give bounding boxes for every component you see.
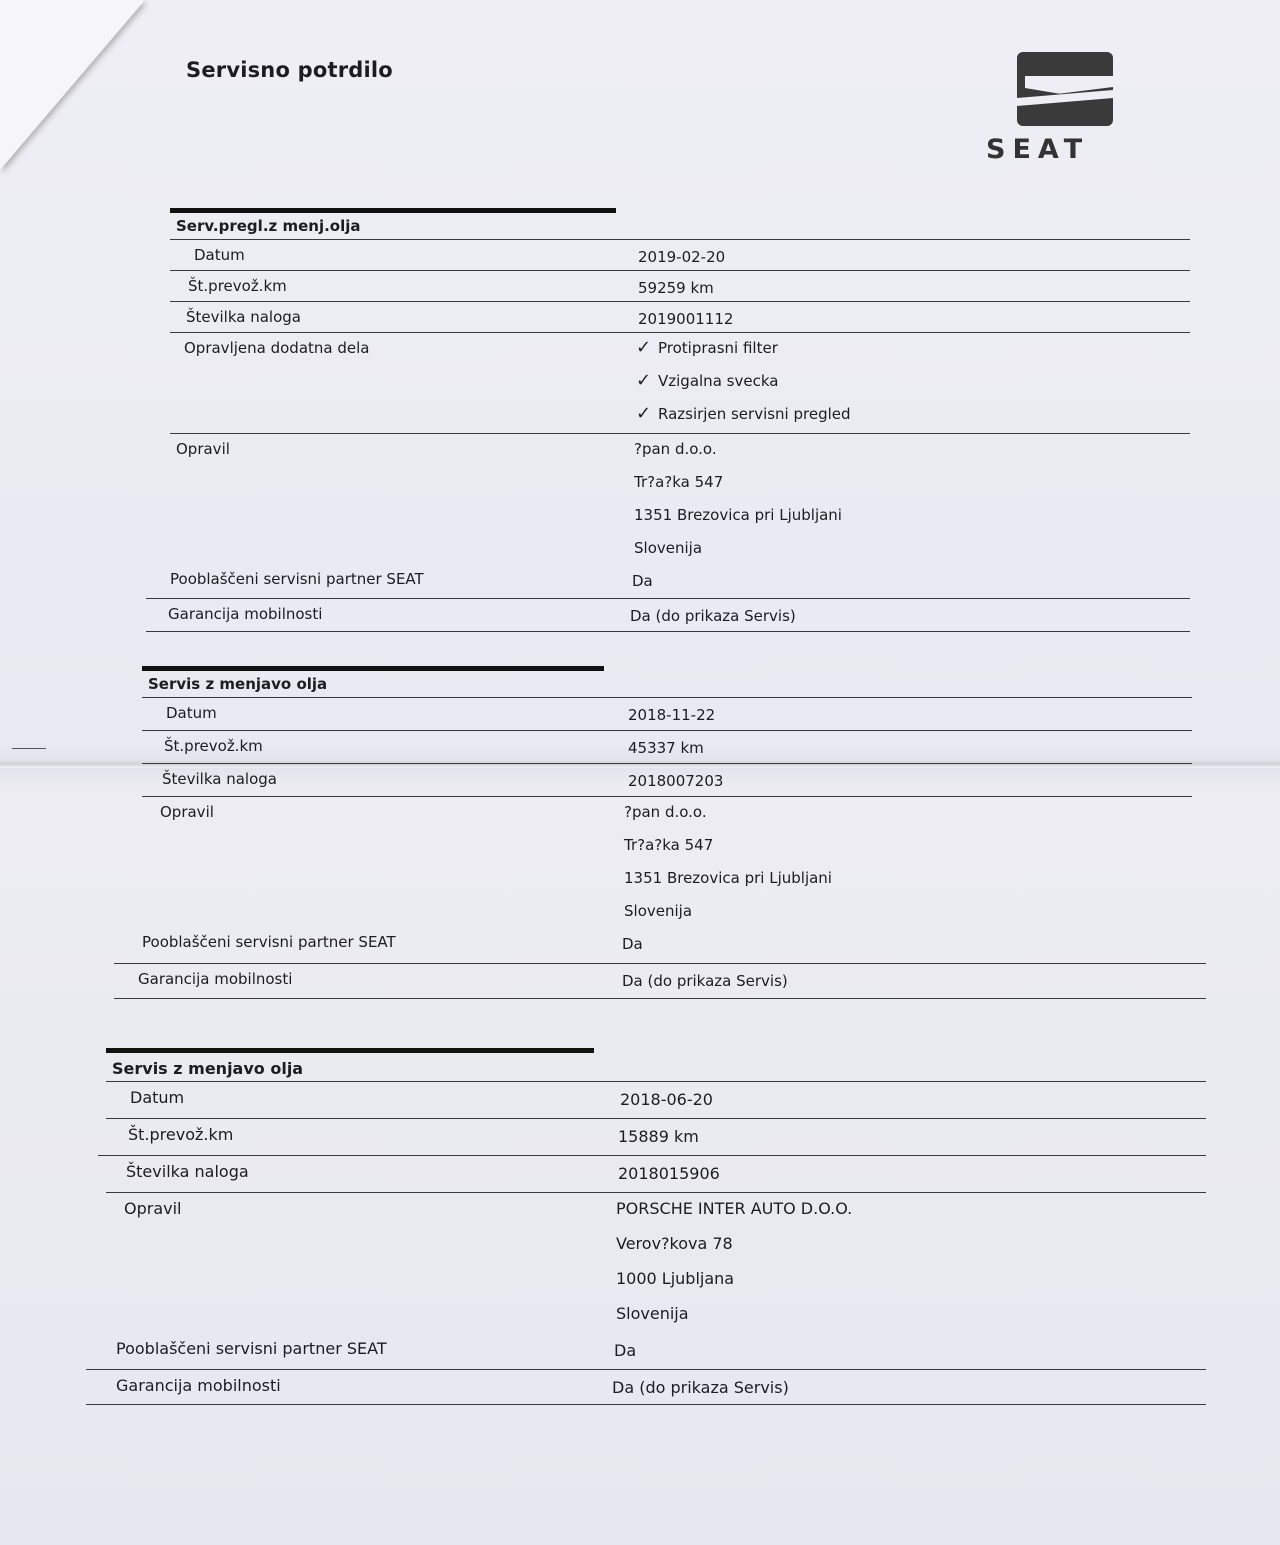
dodatna-label: Opravljena dodatna dela: [184, 339, 370, 357]
section-heading: Servis z menjavo olja: [148, 675, 328, 693]
dodatna-list: [636, 337, 851, 436]
folded-corner: [0, 0, 145, 170]
section-bar: [106, 1048, 594, 1053]
km-value: 15889 km: [618, 1127, 699, 1146]
address-line: ?pan d.o.o.: [624, 803, 707, 821]
seat-emblem-icon: [1017, 52, 1117, 128]
list-item: ✓ Vzigalna svecka: [636, 370, 779, 391]
garancija-label: Garancija mobilnosti: [138, 970, 293, 988]
service-record-1: [170, 208, 1190, 632]
seat-wordmark: SEAT: [986, 134, 1090, 165]
row-datum: [170, 239, 1190, 270]
opravil-label: Opravil: [176, 440, 230, 458]
address-line: Verov?kova 78: [616, 1234, 733, 1253]
nalog-label: Številka naloga: [126, 1162, 249, 1181]
opravil-address: [616, 1199, 852, 1339]
address-line: 1351 Brezovica pri Ljubljani: [634, 506, 842, 524]
row-partner: [142, 931, 1192, 963]
row-garancija: [114, 963, 1206, 999]
checkmark-icon: ✓: [636, 370, 652, 391]
opravil-address: [634, 440, 842, 572]
address-line: 1351 Brezovica pri Ljubljani: [624, 869, 832, 887]
checkmark-icon: ✓: [636, 403, 652, 424]
garancija-value: Da (do prikaza Servis): [622, 972, 788, 990]
service-record-2: [138, 666, 1192, 999]
row-opravil: [170, 433, 1190, 568]
fold-mark: [12, 748, 46, 749]
row-datum: [142, 697, 1192, 730]
opravil-address: [624, 803, 832, 935]
service-record-3: [106, 1048, 1206, 1405]
row-partner: [170, 568, 1190, 598]
partner-label: Pooblaščeni servisni partner SEAT: [170, 570, 424, 588]
partner-value: Da: [622, 935, 643, 953]
partner-label: Pooblaščeni servisni partner SEAT: [142, 933, 396, 951]
list-item: ✓ Razsirjen servisni pregled: [636, 403, 851, 424]
datum-value: 2018-11-22: [628, 706, 716, 724]
document-title: Servisno potrdilo: [186, 58, 393, 82]
nalog-value: 2018015906: [618, 1164, 720, 1183]
seat-logo: [984, 52, 1154, 165]
section-heading: Servis z menjavo olja: [112, 1059, 304, 1078]
row-garancija: [146, 598, 1190, 632]
km-value: 59259 km: [638, 279, 714, 297]
opravil-label: Opravil: [160, 803, 214, 821]
address-line: Tr?a?ka 547: [624, 836, 714, 854]
datum-label: Datum: [130, 1088, 185, 1107]
km-label: Št.prevož.km: [128, 1125, 234, 1144]
datum-value: 2018-06-20: [620, 1090, 713, 1109]
row-garancija: [86, 1369, 1206, 1405]
row-datum: [106, 1081, 1206, 1118]
garancija-value: Da (do prikaza Servis): [612, 1378, 789, 1397]
row-nalog: [170, 301, 1190, 332]
datum-value: 2019-02-20: [638, 248, 726, 266]
section-bar: [142, 666, 604, 671]
address-line: Slovenija: [616, 1304, 689, 1323]
address-line: Tr?a?ka 547: [634, 473, 724, 491]
row-dodatna-dela: [170, 332, 1190, 433]
address-line: PORSCHE INTER AUTO D.O.O.: [616, 1199, 853, 1218]
km-value: 45337 km: [628, 739, 704, 757]
partner-value: Da: [614, 1341, 637, 1360]
garancija-value: Da (do prikaza Servis): [630, 607, 796, 625]
garancija-label: Garancija mobilnosti: [168, 605, 323, 623]
row-nalog: [142, 763, 1192, 796]
nalog-label: Številka naloga: [162, 770, 277, 788]
row-km: [170, 270, 1190, 301]
opravil-label: Opravil: [124, 1199, 182, 1218]
row-opravil: [142, 796, 1192, 931]
garancija-label: Garancija mobilnosti: [116, 1376, 281, 1395]
list-item: ✓ Protiprasni filter: [636, 337, 778, 358]
datum-label: Datum: [194, 246, 245, 264]
partner-label: Pooblaščeni servisni partner SEAT: [116, 1339, 387, 1358]
row-partner: [106, 1337, 1206, 1369]
address-line: ?pan d.o.o.: [634, 440, 717, 458]
address-line: Slovenija: [634, 539, 703, 557]
row-km: [142, 730, 1192, 763]
nalog-value: 2018007203: [628, 772, 724, 790]
address-line: 1000 Ljubljana: [616, 1269, 735, 1288]
km-label: Št.prevož.km: [188, 277, 287, 295]
nalog-value: 2019001112: [638, 310, 734, 328]
km-label: Št.prevož.km: [164, 737, 263, 755]
row-opravil: [106, 1192, 1206, 1337]
section-bar: [170, 208, 616, 213]
checkmark-icon: ✓: [636, 337, 652, 358]
datum-label: Datum: [166, 704, 217, 722]
row-nalog: [98, 1155, 1206, 1192]
nalog-label: Številka naloga: [186, 308, 301, 326]
partner-value: Da: [632, 572, 653, 590]
row-km: [106, 1118, 1206, 1155]
address-line: Slovenija: [624, 902, 693, 920]
section-heading: Serv.pregl.z menj.olja: [176, 217, 361, 235]
